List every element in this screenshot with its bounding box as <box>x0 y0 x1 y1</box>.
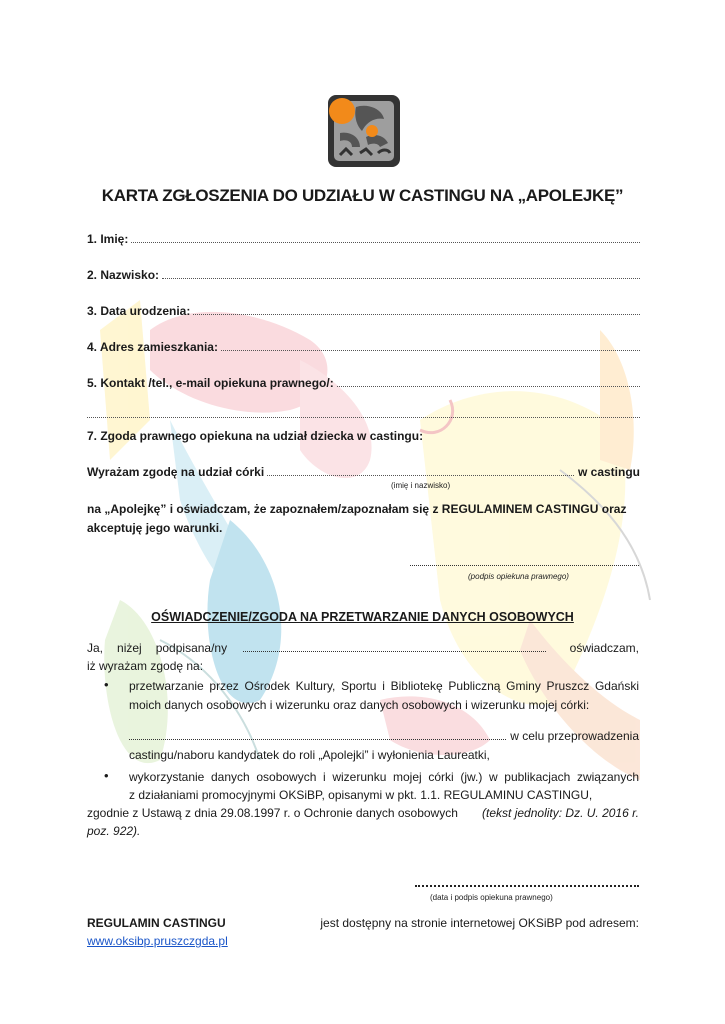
first-name-label: 1. Imię: <box>87 232 129 246</box>
bullet-1-line-3[interactable] <box>129 729 639 743</box>
consent-daughter-row[interactable] <box>87 465 640 479</box>
gdpr-signature-hint: (data i podpis opiekuna prawnego) <box>430 893 553 902</box>
address-field[interactable] <box>87 340 640 354</box>
bullet-2-line-1: wykorzystanie danych osobowych i wizerunku mojej córki (jw.) w publikacjach związanych <box>129 770 639 784</box>
contact-field[interactable] <box>87 376 640 390</box>
bullet-1-line-3-tail: w celu przeprowadzenia <box>510 729 639 743</box>
consent-lead-text: Wyrażam zgodę na udział córki <box>87 465 265 479</box>
contact-dotted-line[interactable] <box>337 377 640 387</box>
gdpr-heading: OŚWIADCZENIE/ZGODA NA PRZETWARZANIE DANYCH OSOBOWYCH <box>151 610 574 624</box>
last-name-label: 2. Nazwisko: <box>87 268 160 282</box>
address-label: 4. Adres zamieszkania: <box>87 340 218 354</box>
name-hint: (imię i nazwisko) <box>391 481 451 490</box>
birth-date-dotted-line[interactable] <box>193 305 640 315</box>
bullet-1-line-1: przetwarzanie przez Ośrodek Kultury, Sportu i Bibliotekę Publiczną Gminy Pruszcz Gdański <box>129 679 639 693</box>
daughter-name-gdpr-dotted-line[interactable] <box>129 730 506 740</box>
gdpr-intro-b: niżej <box>117 641 142 655</box>
consent-signature-hint: (podpis opiekuna prawnego) <box>468 572 569 581</box>
logo-icon <box>326 93 402 169</box>
consent-tail-text: w castingu <box>577 465 640 479</box>
birth-date-field[interactable] <box>87 304 640 318</box>
footer-text: jest dostępny na stronie internetowej OKSiBP pod adresem: <box>320 916 639 930</box>
birth-date-label: 3. Data urodzenia: <box>87 304 191 318</box>
gdpr-intro-end: oświadczam, <box>569 641 639 655</box>
address-dotted-line[interactable] <box>221 341 640 351</box>
consent-line-3: akceptuję jego warunki. <box>87 521 223 535</box>
law-line-1-italic: (tekst jednolity: Dz. U. 2016 r. <box>482 806 639 820</box>
first-name-field[interactable] <box>87 232 640 246</box>
footer-line <box>87 916 639 930</box>
consent-signature-line[interactable] <box>410 556 639 566</box>
first-name-dotted-line[interactable] <box>131 233 640 243</box>
last-name-dotted-line[interactable] <box>162 269 640 279</box>
gdpr-intro-line-2: iż wyrażam zgodę na: <box>87 659 204 673</box>
gdpr-intro-row[interactable] <box>87 641 639 655</box>
footer-website-link[interactable]: www.oksibp.pruszczgda.pl <box>87 934 228 948</box>
daughter-name-dotted-line[interactable] <box>267 466 574 476</box>
gdpr-intro-a: Ja, <box>87 641 104 655</box>
footer-bold: REGULAMIN CASTINGU <box>87 916 226 930</box>
law-line-1-plain: zgodnie z Ustawą z dnia 29.08.1997 r. o Ochronie danych osobowych <box>87 806 458 820</box>
law-line-1 <box>87 806 639 820</box>
blank-field[interactable] <box>87 408 640 418</box>
consent-heading-row <box>87 429 640 443</box>
contact-label: 5. Kontakt /tel., e-mail opiekuna prawnego/: <box>87 376 334 390</box>
signer-name-dotted-line[interactable] <box>243 642 546 652</box>
blank-dotted-line[interactable] <box>87 408 640 418</box>
bullet-2-marker: • <box>104 768 109 783</box>
bullet-1-line-2: moich danych osobowych i wizerunku oraz danych osobowych i wizerunku mojej córki: <box>129 698 590 712</box>
bullet-1-line-4: castingu/naboru kandydatek do roli „Apolejki” i wyłonienia Laureatki, <box>129 748 490 762</box>
bullet-1-marker: • <box>104 677 109 692</box>
law-line-2: poz. 922). <box>87 824 141 838</box>
page-title: KARTA ZGŁOSZENIA DO UDZIAŁU W CASTINGU NA „APOLEJKĘ” <box>101 186 624 205</box>
gdpr-intro-c: podpisana/ny <box>155 641 228 655</box>
last-name-field[interactable] <box>87 268 640 282</box>
bullet-2-line-2: z działaniami promocyjnymi OKSiBP, opisanymi w pkt. 1.1. REGULAMINU CASTINGU, <box>129 788 593 802</box>
consent-heading: 7. Zgoda prawnego opiekuna na udział dziecka w castingu: <box>87 429 424 443</box>
consent-line-2: na „Apolejkę” i oświadczam, że zapoznałem/zapoznałam się z REGULAMINEM CASTINGU oraz <box>87 502 627 516</box>
gdpr-signature-line[interactable] <box>415 876 639 887</box>
